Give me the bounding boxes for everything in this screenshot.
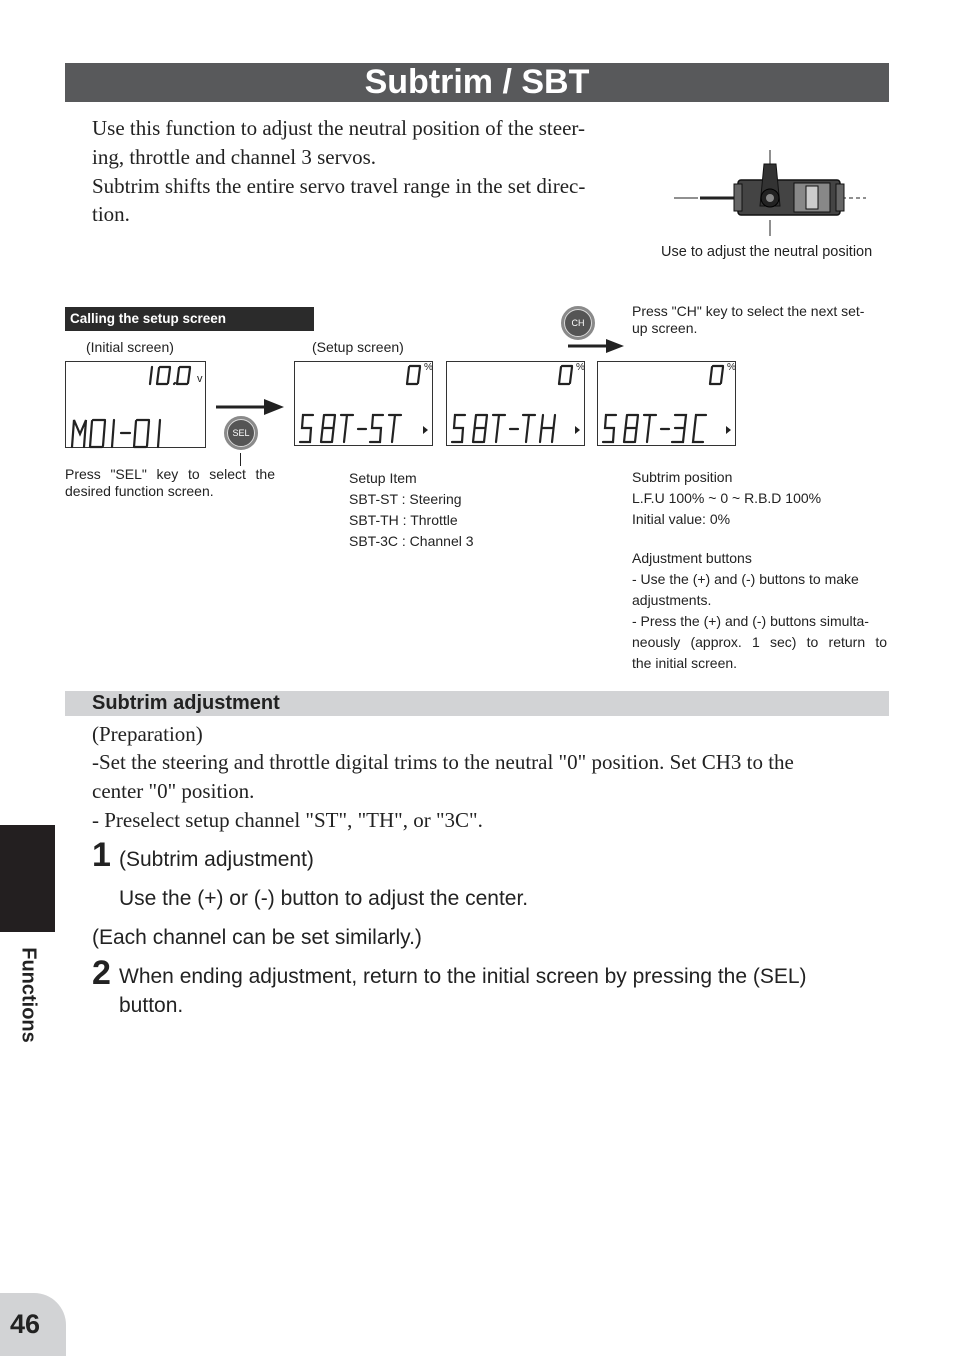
step-1-text: Use the (+) or (-) button to adjust the center. <box>119 887 529 910</box>
buttons-line-4: neously (approx. 1 sec) to return to <box>632 634 887 650</box>
subtrim-heading: Subtrim adjustment <box>92 692 280 714</box>
page-title: Subtrim / SBT <box>65 63 889 102</box>
each-channel-note: (Each channel can be set similarly.) <box>92 926 422 949</box>
subtrim-prep-line-1: -Set the steering and throttle digital trims to the neutral "0" position. Set CH3 to the <box>92 750 794 774</box>
servo-illustration <box>672 150 868 240</box>
servo-caption: Use to adjust the neutral position <box>661 244 873 260</box>
lcd-sbt-th-unit: % <box>576 362 585 373</box>
subtrim-section-bar <box>65 691 889 716</box>
ch-key[interactable] <box>561 306 595 340</box>
sel-arrow-icon <box>216 397 286 417</box>
buttons-line-5: the initial screen. <box>632 655 738 671</box>
ch-key-label: CH <box>564 309 592 337</box>
lcd-sbt-3c <box>597 361 736 446</box>
subtrim-prep-line-2: center "0" position. <box>92 779 255 803</box>
sel-note-2: desired function screen. <box>65 483 214 499</box>
position-initial: Initial value: 0% <box>632 511 731 527</box>
intro-line-2: ing, throttle and channel 3 servos. <box>92 145 377 169</box>
side-tab-block <box>0 825 55 932</box>
page-number: 46 <box>10 1309 41 1339</box>
servo-icon <box>672 150 868 240</box>
lcd-sbt-st-unit: % <box>424 362 433 373</box>
step-2-number: 2 <box>92 954 111 992</box>
side-tab-text: Functions <box>17 947 40 1043</box>
initial-screen-label: (Initial screen) <box>86 339 174 355</box>
lcd-sbt-3c-segments <box>598 362 737 447</box>
setup-header: Calling the setup screen <box>65 307 314 331</box>
setup-item-th: SBT-TH : Throttle <box>349 512 458 528</box>
lcd-sbt-th <box>446 361 585 446</box>
buttons-line-3: - Press the (+) and (-) buttons simulta- <box>632 613 869 629</box>
buttons-line-1: - Use the (+) and (-) buttons to make <box>632 571 859 587</box>
page-number-tab <box>0 1293 66 1356</box>
position-heading: Subtrim position <box>632 469 733 485</box>
intro-line-4: tion. <box>92 202 130 226</box>
lcd-initial-unit: v <box>197 373 203 385</box>
buttons-heading: Adjustment buttons <box>632 550 752 566</box>
step-2-line-1: When ending adjustment, return to the initial screen by pressing the (SEL) <box>119 965 807 988</box>
ch-note-1: Press "CH" key to select the next set- <box>632 303 865 319</box>
lcd-sbt-3c-unit: % <box>727 362 736 373</box>
sel-key-leader <box>240 453 241 466</box>
intro-line-1: Use this function to adjust the neutral position of the steer- <box>92 116 585 140</box>
side-tab-label <box>10 940 46 1050</box>
step-1-title: (Subtrim adjustment) <box>119 848 314 871</box>
setup-items-heading: Setup Item <box>349 470 417 486</box>
ch-arrow-icon <box>568 337 626 355</box>
lcd-sbt-st <box>294 361 433 446</box>
step-2-line-2: button. <box>119 994 184 1017</box>
sel-key[interactable] <box>224 416 258 450</box>
intro-line-3: Subtrim shifts the entire servo travel range in the set direc- <box>92 174 586 198</box>
position-range: L.F.U 100% ~ 0 ~ R.B.D 100% <box>632 490 822 506</box>
step-1-number: 1 <box>92 836 111 874</box>
subtrim-preparation: (Preparation) <box>92 722 203 746</box>
lcd-initial-segments <box>66 362 207 449</box>
setup-screen-label: (Setup screen) <box>312 339 404 355</box>
lcd-sbt-st-segments <box>295 362 434 447</box>
subtrim-prep-line-3: - Preselect setup channel "ST", "TH", or "3C". <box>92 808 483 832</box>
setup-item-3c: SBT-3C : Channel 3 <box>349 533 474 549</box>
sel-key-label: SEL <box>227 419 255 447</box>
setup-item-st: SBT-ST : Steering <box>349 491 462 507</box>
ch-note-2: up screen. <box>632 320 698 336</box>
buttons-line-2: adjustments. <box>632 592 712 608</box>
lcd-initial-screen <box>65 361 206 448</box>
sel-note-1: Press "SEL" key to select the <box>65 466 275 482</box>
lcd-sbt-th-segments <box>447 362 586 447</box>
